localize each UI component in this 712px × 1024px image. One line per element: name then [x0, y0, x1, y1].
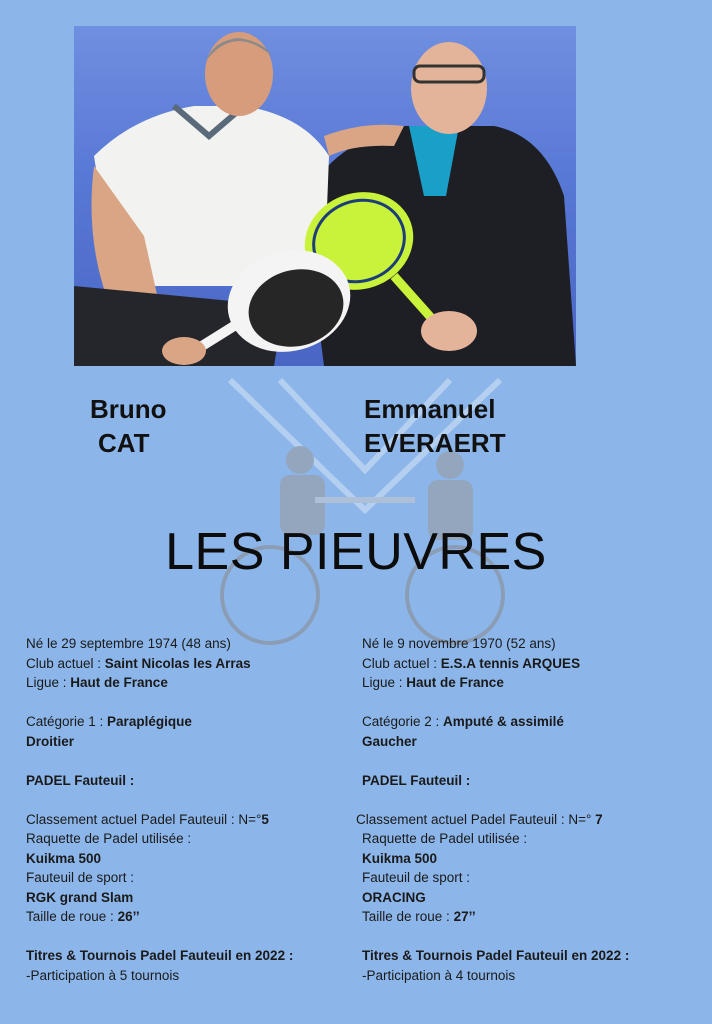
player-2-category-label: Catégorie 2 :	[362, 714, 444, 729]
player-2-racket-label: Raquette de Padel utilisée :	[362, 831, 528, 846]
player-1-ranking: 5	[261, 811, 269, 827]
player-1-chair: RGK grand Slam	[26, 889, 134, 905]
player-1-padel-heading: PADEL Fauteuil :	[26, 772, 135, 788]
player-2-wheel-label: Taille de roue :	[362, 909, 454, 924]
team-name: LES PIEUVRES	[165, 523, 547, 581]
player-2-first-name: Emmanuel	[364, 394, 496, 424]
player-1-club: Saint Nicolas les Arras	[104, 655, 251, 671]
player-2-club: E.S.A tennis ARQUES	[440, 655, 581, 671]
player-1-titles-heading: Titres & Tournois Padel Fauteuil en 2022 :	[26, 948, 294, 963]
player-2-league-label: Ligue :	[362, 675, 407, 690]
player-1-ranking-label: Classement actuel Padel Fauteuil : N=°	[26, 811, 262, 827]
player-1-details	[26, 634, 293, 985]
player-2-ranking-label: Classement actuel Padel Fauteuil : N=°	[356, 811, 596, 827]
player-2-racket: Kuikma 500	[362, 850, 438, 866]
player-2-chair-label: Fauteuil de sport :	[362, 870, 471, 885]
player-1-hand: Droitier	[26, 733, 75, 749]
player-1-category: Paraplégique	[107, 714, 192, 729]
player-2-club-label: Club actuel :	[362, 655, 441, 671]
player-1-wheel-label: Taille de roue :	[26, 909, 118, 924]
player-2-category: Amputé & assimilé	[443, 714, 564, 729]
player-1-category-label: Catégorie 1 :	[26, 714, 108, 729]
player-2-chair: ORACING	[362, 889, 426, 905]
player-1-first-name: Bruno	[90, 394, 167, 424]
team-photo	[74, 26, 576, 366]
player-1-chair-label: Fauteuil de sport :	[26, 870, 135, 885]
player-1-league-label: Ligue :	[26, 675, 71, 690]
player-1-league: Haut de France	[70, 675, 168, 690]
player-1-last-name: CAT	[98, 428, 150, 458]
player-2-wheel: 27’’	[453, 909, 476, 924]
player-2-born: Né le 9 novembre 1970 (52 ans)	[362, 636, 556, 651]
player-2-hand: Gaucher	[362, 733, 417, 749]
player-1-titles: -Participation à 5 tournois	[26, 967, 180, 983]
player-2-ranking: 7	[595, 811, 603, 827]
player-1-born: Né le 29 septembre 1974 (48 ans)	[26, 636, 231, 651]
player-1-name	[90, 392, 167, 460]
player-2-details	[356, 634, 630, 985]
player-2-name	[364, 392, 506, 460]
player-1-racket-label: Raquette de Padel utilisée :	[26, 831, 192, 846]
player-2-league: Haut de France	[406, 675, 504, 690]
player-2-padel-heading: PADEL Fauteuil :	[362, 772, 471, 788]
player-2-titles: -Participation à 4 tournois	[362, 967, 516, 983]
player-1-wheel: 26’’	[117, 909, 140, 924]
player-2-last-name: EVERAERT	[364, 428, 506, 458]
player-1-racket: Kuikma 500	[26, 850, 102, 866]
player-2-titles-heading: Titres & Tournois Padel Fauteuil en 2022 :	[362, 948, 630, 963]
player-1-club-label: Club actuel :	[26, 655, 105, 671]
